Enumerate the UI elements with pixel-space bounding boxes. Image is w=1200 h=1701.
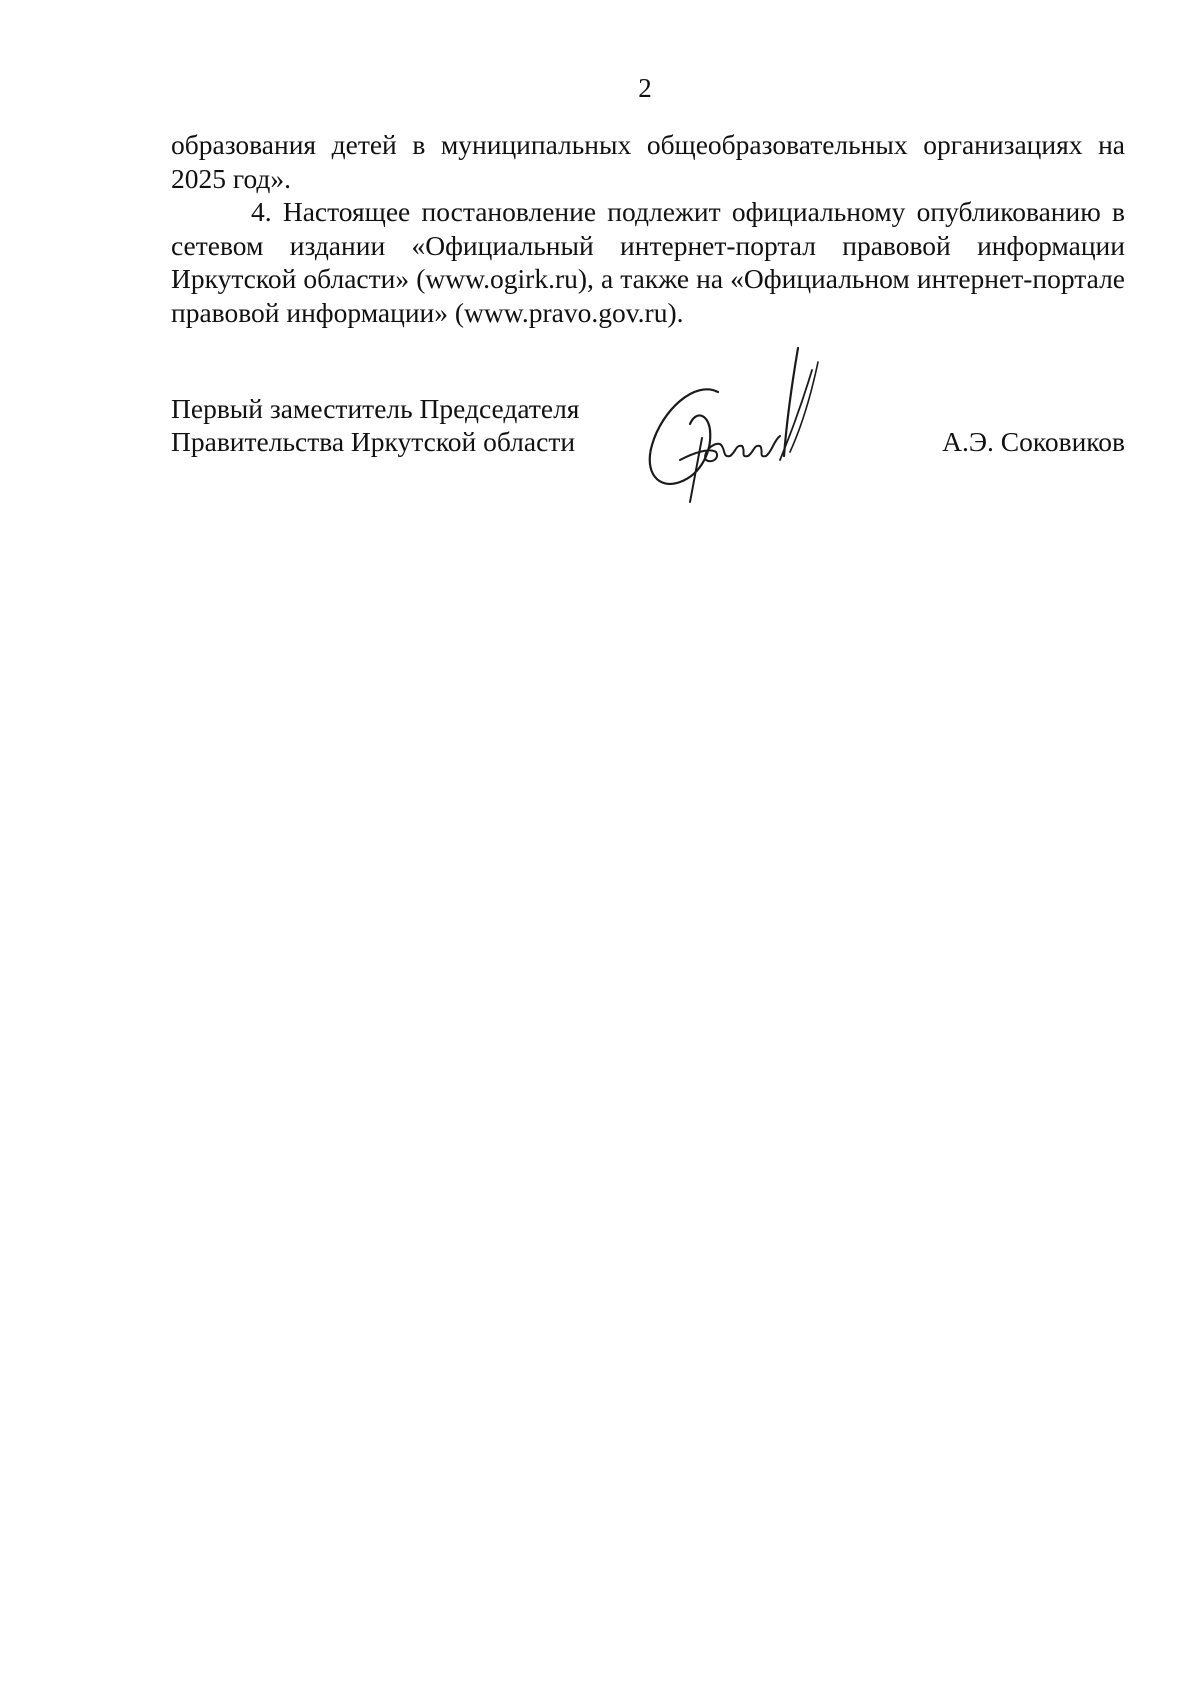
signatory-position-line-2: Правительства Иркутской области <box>171 426 576 457</box>
handwritten-signature-icon <box>640 340 850 505</box>
signatory-position <box>171 392 579 458</box>
signatory-name: А.Э. Соковиков <box>942 426 1125 457</box>
paragraph-publication-clause: 4. Настоящее постановление подлежит официальному опубликованию в сетевом издании «Официальный интернет-портал правовой информации Иркутской области» (www.ogirk.ru), а также на «Официальном интернет-портале правовой информации» (www.pravo.gov.ru). <box>171 196 1125 328</box>
page-number: 2 <box>638 73 652 103</box>
signatory-position-line-1: Первый заместитель Председателя <box>171 393 580 424</box>
paragraph-continuation: образования детей в муниципальных общеобразовательных организациях на 2025 год». <box>171 129 1125 194</box>
document-body <box>171 128 1125 329</box>
